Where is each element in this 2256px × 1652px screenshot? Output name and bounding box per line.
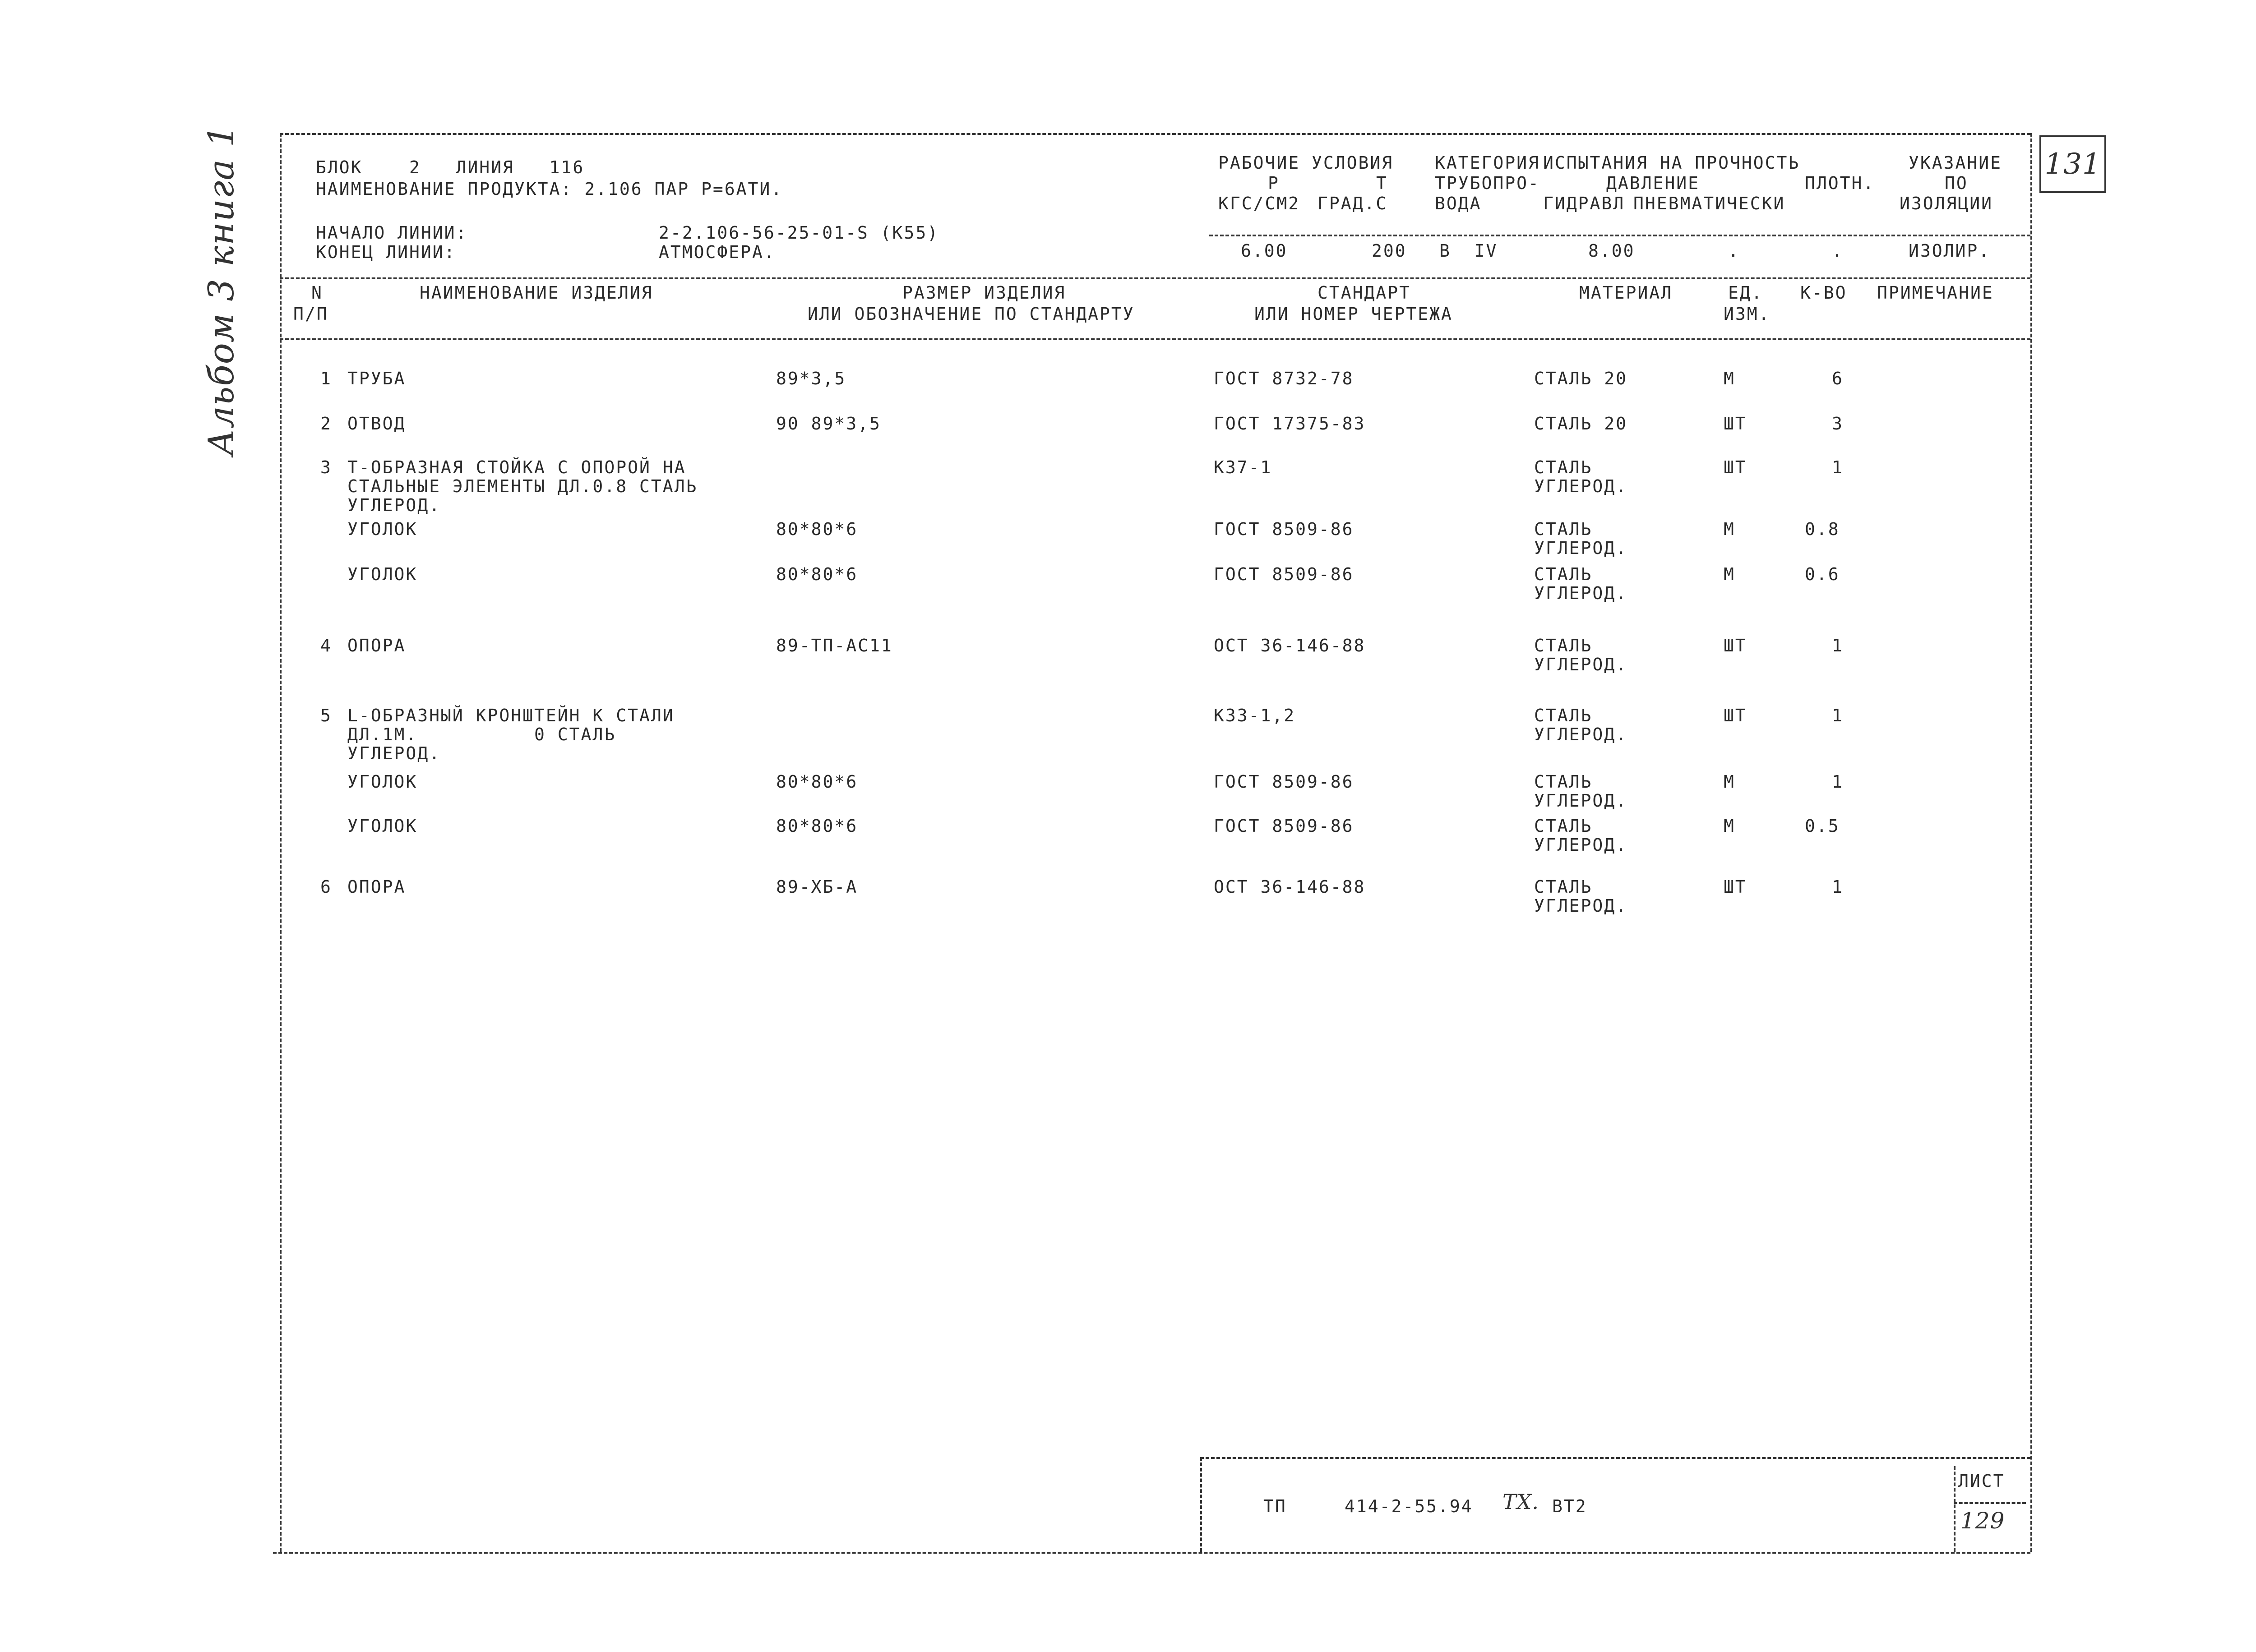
table-row-material: СТАЛЬ: [1534, 636, 1593, 655]
stamp-left-line: [1200, 1457, 1202, 1552]
header-bottom-line: [280, 277, 2030, 279]
table-row-name-line-3: УГЛЕРОД.: [347, 495, 441, 515]
stamp-top-line: [1200, 1457, 2030, 1459]
table-row-standard: ОСТ 36-146-88: [1214, 636, 1366, 655]
pressure-value: 6.00: [1241, 241, 1288, 261]
table-row-standard: ГОСТ 17375-83: [1214, 414, 1366, 434]
temperature-value: 200: [1372, 241, 1407, 261]
table-row-name: L-ОБРАЗНЫЙ КРОНШТЕЙН К СТАЛИ: [347, 706, 675, 725]
table-row-material-line-2: УГЛЕРОД.: [1534, 835, 1628, 855]
table-row-unit: ШТ: [1724, 636, 1747, 655]
col-name-heading: НАИМЕНОВАНИЕ ИЗДЕЛИЯ: [420, 283, 653, 303]
table-row-standard: ГОСТ 8732-78: [1214, 369, 1354, 388]
insulation-title-3: ИЗОЛЯЦИИ: [1900, 194, 1993, 213]
table-row-material-line-2: УГЛЕРОД.: [1534, 655, 1628, 674]
table-row-unit: М: [1724, 772, 1735, 792]
sheet-label: ЛИСТ: [1958, 1471, 2005, 1491]
table-row-num: 1: [320, 369, 332, 388]
col-standard-heading: СТАНДАРТ: [1318, 283, 1411, 303]
frame-bottom-line: [273, 1552, 2030, 1554]
table-row-material: СТАЛЬ: [1534, 457, 1593, 477]
table-row-num: 3: [320, 457, 332, 477]
table-row-size: 89-ТП-АС11: [776, 636, 893, 655]
table-row-name: УГОЛОК: [347, 519, 418, 539]
page-number-box: 131: [2039, 135, 2106, 193]
col-standard-heading-2: ИЛИ НОМЕР ЧЕРТЕЖА: [1254, 304, 1453, 324]
table-row-size: 89*3,5: [776, 369, 846, 388]
table-row-name: ТРУБА: [347, 369, 406, 388]
pressure-symbol: Р: [1268, 173, 1280, 193]
pressure-label: ДАВЛЕНИЕ: [1606, 173, 1700, 193]
table-row-unit: ШТ: [1724, 877, 1747, 897]
table-row-unit: М: [1724, 369, 1735, 388]
columns-bottom-line: [280, 338, 2030, 340]
sheet-divider-line: [1954, 1502, 2026, 1504]
table-row-material: СТАЛЬ: [1534, 564, 1593, 584]
table-row-qty: 3: [1832, 414, 1844, 434]
sheet-number: 129: [1960, 1508, 2005, 1534]
table-row-material: СТАЛЬ: [1534, 519, 1593, 539]
table-row-material: СТАЛЬ: [1534, 816, 1593, 836]
table-row-unit: ШТ: [1724, 706, 1747, 725]
table-row-material: СТАЛЬ: [1534, 772, 1593, 792]
product-name: НАИМЕНОВАНИЕ ПРОДУКТА: 2.106 ПАР Р=6АТИ.: [316, 179, 783, 199]
table-row-qty: 6: [1832, 369, 1844, 388]
col-qty-heading: К-ВО: [1800, 283, 1847, 303]
table-row-num: 4: [320, 636, 332, 655]
table-row-qty: 0.8: [1805, 519, 1840, 539]
table-row-standard: К33-1,2: [1214, 706, 1296, 725]
frame-left-line: [280, 133, 282, 1552]
table-row-unit: ШТ: [1724, 457, 1747, 477]
table-row-material: СТАЛЬ 20: [1534, 414, 1628, 434]
table-row-name: ОТВОД: [347, 414, 406, 434]
table-row-name: УГОЛОК: [347, 564, 418, 584]
table-row-size: 80*80*6: [776, 564, 858, 584]
category-value: В IV: [1439, 241, 1498, 261]
table-row-qty: 1: [1832, 772, 1844, 792]
col-num-heading: N: [311, 283, 323, 303]
table-row-material-line-2: УГЛЕРОД.: [1534, 583, 1628, 603]
table-row-name: Т-ОБРАЗНАЯ СТОЙКА С ОПОРОЙ НА: [347, 457, 686, 477]
table-row-name-line-3: УГЛЕРОД.: [347, 743, 441, 763]
table-row-material-line-2: УГЛЕРОД.: [1534, 476, 1628, 496]
table-row-standard: ГОСТ 8509-86: [1214, 519, 1354, 539]
table-row-size: 80*80*6: [776, 772, 858, 792]
table-row-material-line-2: УГЛЕРОД.: [1534, 896, 1628, 916]
tests-title: ИСПЫТАНИЯ НА ПРОЧНОСТЬ: [1543, 153, 1800, 173]
table-row-size: 90 89*3,5: [776, 414, 881, 434]
table-row-material-line-2: УГЛЕРОД.: [1534, 538, 1628, 558]
table-row-name-line-2: ДЛ.1М. 0 СТАЛЬ: [347, 724, 616, 744]
start-value: 2-2.106-56-25-01-S (K55): [659, 223, 939, 243]
doc-prefix: ТП: [1263, 1496, 1287, 1516]
doc-tx: ТХ.: [1502, 1490, 1539, 1514]
table-row-qty: 1: [1832, 877, 1844, 897]
table-row-unit: ШТ: [1724, 414, 1747, 434]
density-value: .: [1832, 241, 1844, 261]
table-row-name: УГОЛОК: [347, 772, 418, 792]
temperature-unit: ГРАД.С: [1318, 194, 1388, 213]
table-row-material-line-2: УГЛЕРОД.: [1534, 724, 1628, 744]
table-row-num: 5: [320, 706, 332, 725]
start-label: НАЧАЛО ЛИНИИ:: [316, 223, 468, 243]
table-row-unit: М: [1724, 564, 1735, 584]
category-title: КАТЕГОРИЯ: [1435, 153, 1540, 173]
end-label: КОНЕЦ ЛИНИИ:: [316, 242, 456, 262]
table-row-standard: ГОСТ 8509-86: [1214, 816, 1354, 836]
table-row-size: 80*80*6: [776, 519, 858, 539]
sheet-box-left-line: [1954, 1466, 1956, 1552]
work-conditions-title: РАБОЧИЕ УСЛОВИЯ: [1218, 153, 1394, 173]
table-row-standard: ОСТ 36-146-88: [1214, 877, 1366, 897]
col-unit-heading-2: ИЗМ.: [1724, 304, 1771, 324]
table-row-material: СТАЛЬ: [1534, 877, 1593, 897]
pressure-unit: КГС/СМ2: [1218, 194, 1300, 213]
table-row-standard: ГОСТ 8509-86: [1214, 564, 1354, 584]
table-row-unit: М: [1724, 519, 1735, 539]
pneumatic-value: .: [1728, 241, 1740, 261]
table-row-name: УГОЛОК: [347, 816, 418, 836]
insulation-title-2: ПО: [1945, 173, 1968, 193]
end-value: АТМОСФЕРА.: [659, 242, 776, 262]
col-num-heading-2: П/П: [293, 304, 328, 324]
insulation-title: УКАЗАНИЕ: [1909, 153, 2002, 173]
category-title-2: ТРУБОПРО-: [1435, 173, 1540, 193]
temperature-symbol: Т: [1376, 173, 1388, 193]
table-row-name: ОПОРА: [347, 636, 406, 655]
table-row-qty: 0.5: [1805, 816, 1840, 836]
table-row-qty: 1: [1832, 457, 1844, 477]
table-row-standard: К37-1: [1214, 457, 1272, 477]
insulation-value: ИЗОЛИР.: [1909, 241, 1991, 261]
table-row-material-line-2: УГЛЕРОД.: [1534, 791, 1628, 811]
table-row-material: СТАЛЬ 20: [1534, 369, 1628, 388]
density-label: ПЛОТН.: [1805, 173, 1875, 193]
table-row-size: 89-ХБ-А: [776, 877, 858, 897]
col-unit-heading: ЕД.: [1728, 283, 1763, 303]
table-row-unit: М: [1724, 816, 1735, 836]
doc-suffix: ВТ2: [1552, 1496, 1587, 1516]
hydraulic-value: 8.00: [1588, 241, 1635, 261]
table-row-qty: 1: [1832, 636, 1844, 655]
table-row-num: 6: [320, 877, 332, 897]
table-row-standard: ГОСТ 8509-86: [1214, 772, 1354, 792]
col-size-heading: РАЗМЕР ИЗДЕЛИЯ: [902, 283, 1066, 303]
frame-right-line: [2030, 133, 2032, 1552]
album-note: Альбом 3 книга 1: [201, 124, 242, 456]
pneumatic-label: ПНЕВМАТИЧЕСКИ: [1633, 194, 1785, 213]
hydraulic-label: ГИДРАВЛ: [1543, 194, 1625, 213]
category-title-3: ВОДА: [1435, 194, 1482, 213]
col-material-heading: МАТЕРИАЛ: [1579, 283, 1673, 303]
table-row-name: ОПОРА: [347, 877, 406, 897]
block-line: БЛОК 2 ЛИНИЯ 116: [316, 157, 585, 177]
table-row-name-line-2: СТАЛЬНЫЕ ЭЛЕМЕНТЫ ДЛ.0.8 СТАЛЬ: [347, 476, 698, 496]
table-row-qty: 0.6: [1805, 564, 1840, 584]
table-row-num: 2: [320, 414, 332, 434]
doc-number: 414-2-55.94: [1345, 1496, 1473, 1516]
header-divider-line: [1209, 235, 2030, 236]
frame-top-line: [280, 133, 2030, 135]
col-note-heading: ПРИМЕЧАНИЕ: [1877, 283, 1994, 303]
table-row-qty: 1: [1832, 706, 1844, 725]
table-row-material: СТАЛЬ: [1534, 706, 1593, 725]
col-size-heading-2: ИЛИ ОБОЗНАЧЕНИЕ ПО СТАНДАРТУ: [808, 304, 1135, 324]
table-row-size: 80*80*6: [776, 816, 858, 836]
